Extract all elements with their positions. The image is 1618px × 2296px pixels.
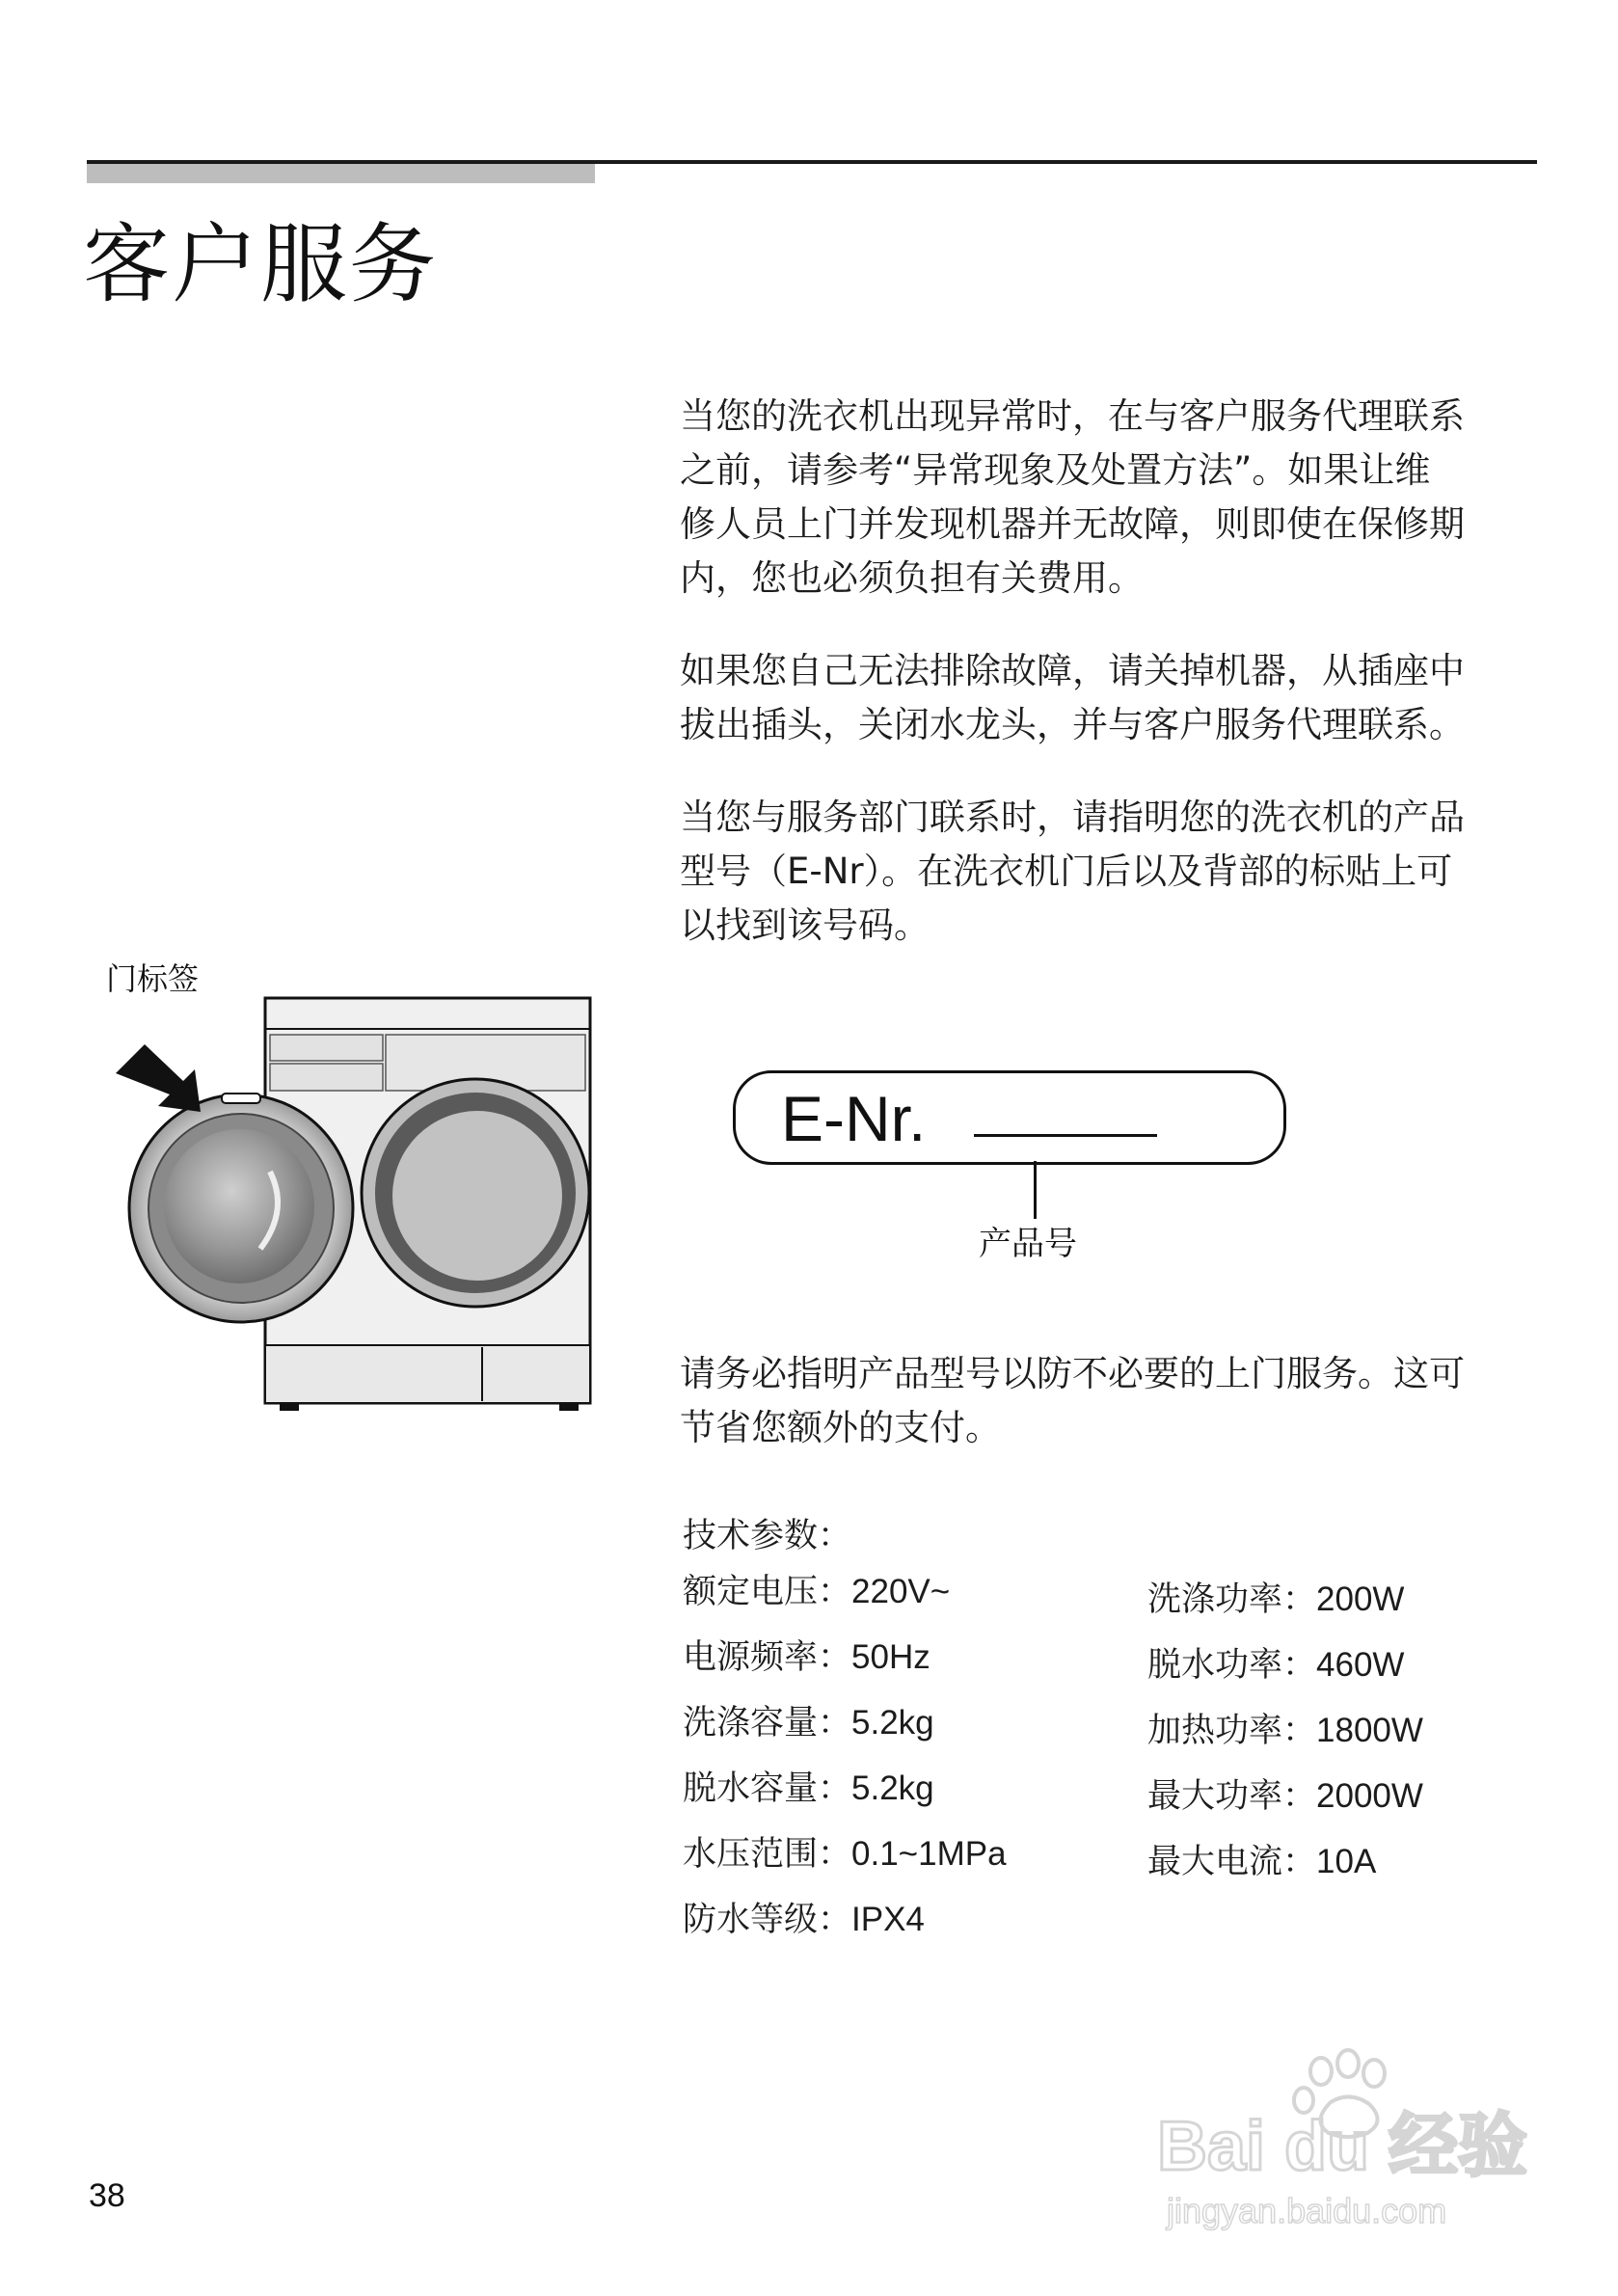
spec-label: 洗涤功率： [1147,1580,1317,1619]
washing-machine-illustration [87,988,607,1480]
spec-row [1147,1764,1423,1829]
text-line: 请务必指明产品型号以防不必要的上门服务。这可 [680,1353,1465,1394]
spec-value: 10A [1316,1843,1377,1880]
paragraph-model-number [680,791,1548,953]
spec-value: 5.2kg [851,1704,934,1742]
page-title: 客户服务 [83,214,438,315]
text-line: 修人员上门并发现机器并无故障，则即使在保修期 [680,503,1465,545]
paragraph-service-note [680,390,1548,606]
spec-value: 50Hz [851,1638,930,1676]
specs-title: 技术参数： [683,1517,852,1555]
spec-value: IPX4 [851,1901,925,1938]
spec-row [683,1822,1007,1887]
specs-left-column [683,1559,1007,1953]
spec-label: 最大电流： [1147,1843,1317,1881]
text-line: 型号（E-Nr）。在洗衣机门后以及背部的标贴上可 [680,851,1453,892]
enr-caption: 产品号 [979,1225,1077,1263]
spec-label: 额定电压： [683,1573,852,1611]
text-line: 当您的洗衣机出现异常时，在与客户服务代理联系 [680,395,1465,437]
spec-label: 脱水功率： [1147,1646,1317,1685]
text-line: 之前，请参考“异常现象及处置方法”。如果让维 [680,449,1431,491]
spec-row [1147,1633,1423,1698]
enr-pointer-line [1034,1161,1037,1219]
enr-blank-line [974,1134,1157,1137]
spec-label: 水压范围： [683,1835,852,1874]
specs-right-column [1147,1567,1423,1895]
text-line: 内，您也必须负担有关费用。 [680,557,1144,599]
spec-row [683,1559,1007,1625]
spec-row [683,1690,1007,1756]
text-line: 拔出插头，关闭水龙头，并与客户服务代理联系。 [680,704,1465,745]
spec-label: 加热功率： [1147,1712,1317,1750]
spec-label: 最大功率： [1147,1777,1317,1816]
enr-label: E-Nr. [781,1083,927,1154]
spec-label: 脱水容量： [683,1769,852,1808]
spec-row [683,1887,1007,1953]
spec-row [1147,1567,1423,1633]
paragraph-troubleshoot [680,644,1548,752]
washer-door [129,1094,353,1322]
spec-label: 防水等级： [683,1901,852,1939]
spec-value: 220V~ [851,1573,951,1610]
spec-row [1147,1829,1423,1895]
spec-row [683,1625,1007,1690]
spec-row [683,1756,1007,1822]
spec-value: 460W [1316,1646,1405,1684]
watermark-url: jingyan.baidu.com [1167,2191,1447,2230]
spec-row [1147,1698,1423,1764]
text-line: 节省您额外的支付。 [680,1407,1001,1448]
enr-diagram [733,1070,1287,1292]
paragraph-reminder [680,1347,1548,1455]
spec-value: 200W [1316,1580,1405,1618]
door-label-arrow-icon [116,1044,201,1112]
spec-value: 2000W [1316,1777,1423,1815]
door-label-caption: 门标签 [106,960,200,997]
washer-opening [362,1079,589,1307]
header-accent-bar [87,164,595,183]
text-line: 如果您自己无法排除故障，请关掉机器，从插座中 [680,650,1465,691]
watermark-brand: Bai du 经验 [1157,2108,1528,2185]
text-line: 当您与服务部门联系时，请指明您的洗衣机的产品 [680,797,1465,838]
spec-label: 洗涤容量： [683,1704,852,1742]
text-line: 以找到该号码。 [680,905,930,946]
page-number: 38 [89,2177,125,2214]
spec-value: 1800W [1316,1712,1423,1749]
spec-label: 电源频率： [683,1638,852,1677]
spec-value: 0.1~1MPa [851,1835,1007,1873]
spec-value: 5.2kg [851,1769,934,1807]
baidu-jingyan-watermark [1138,2044,1543,2237]
